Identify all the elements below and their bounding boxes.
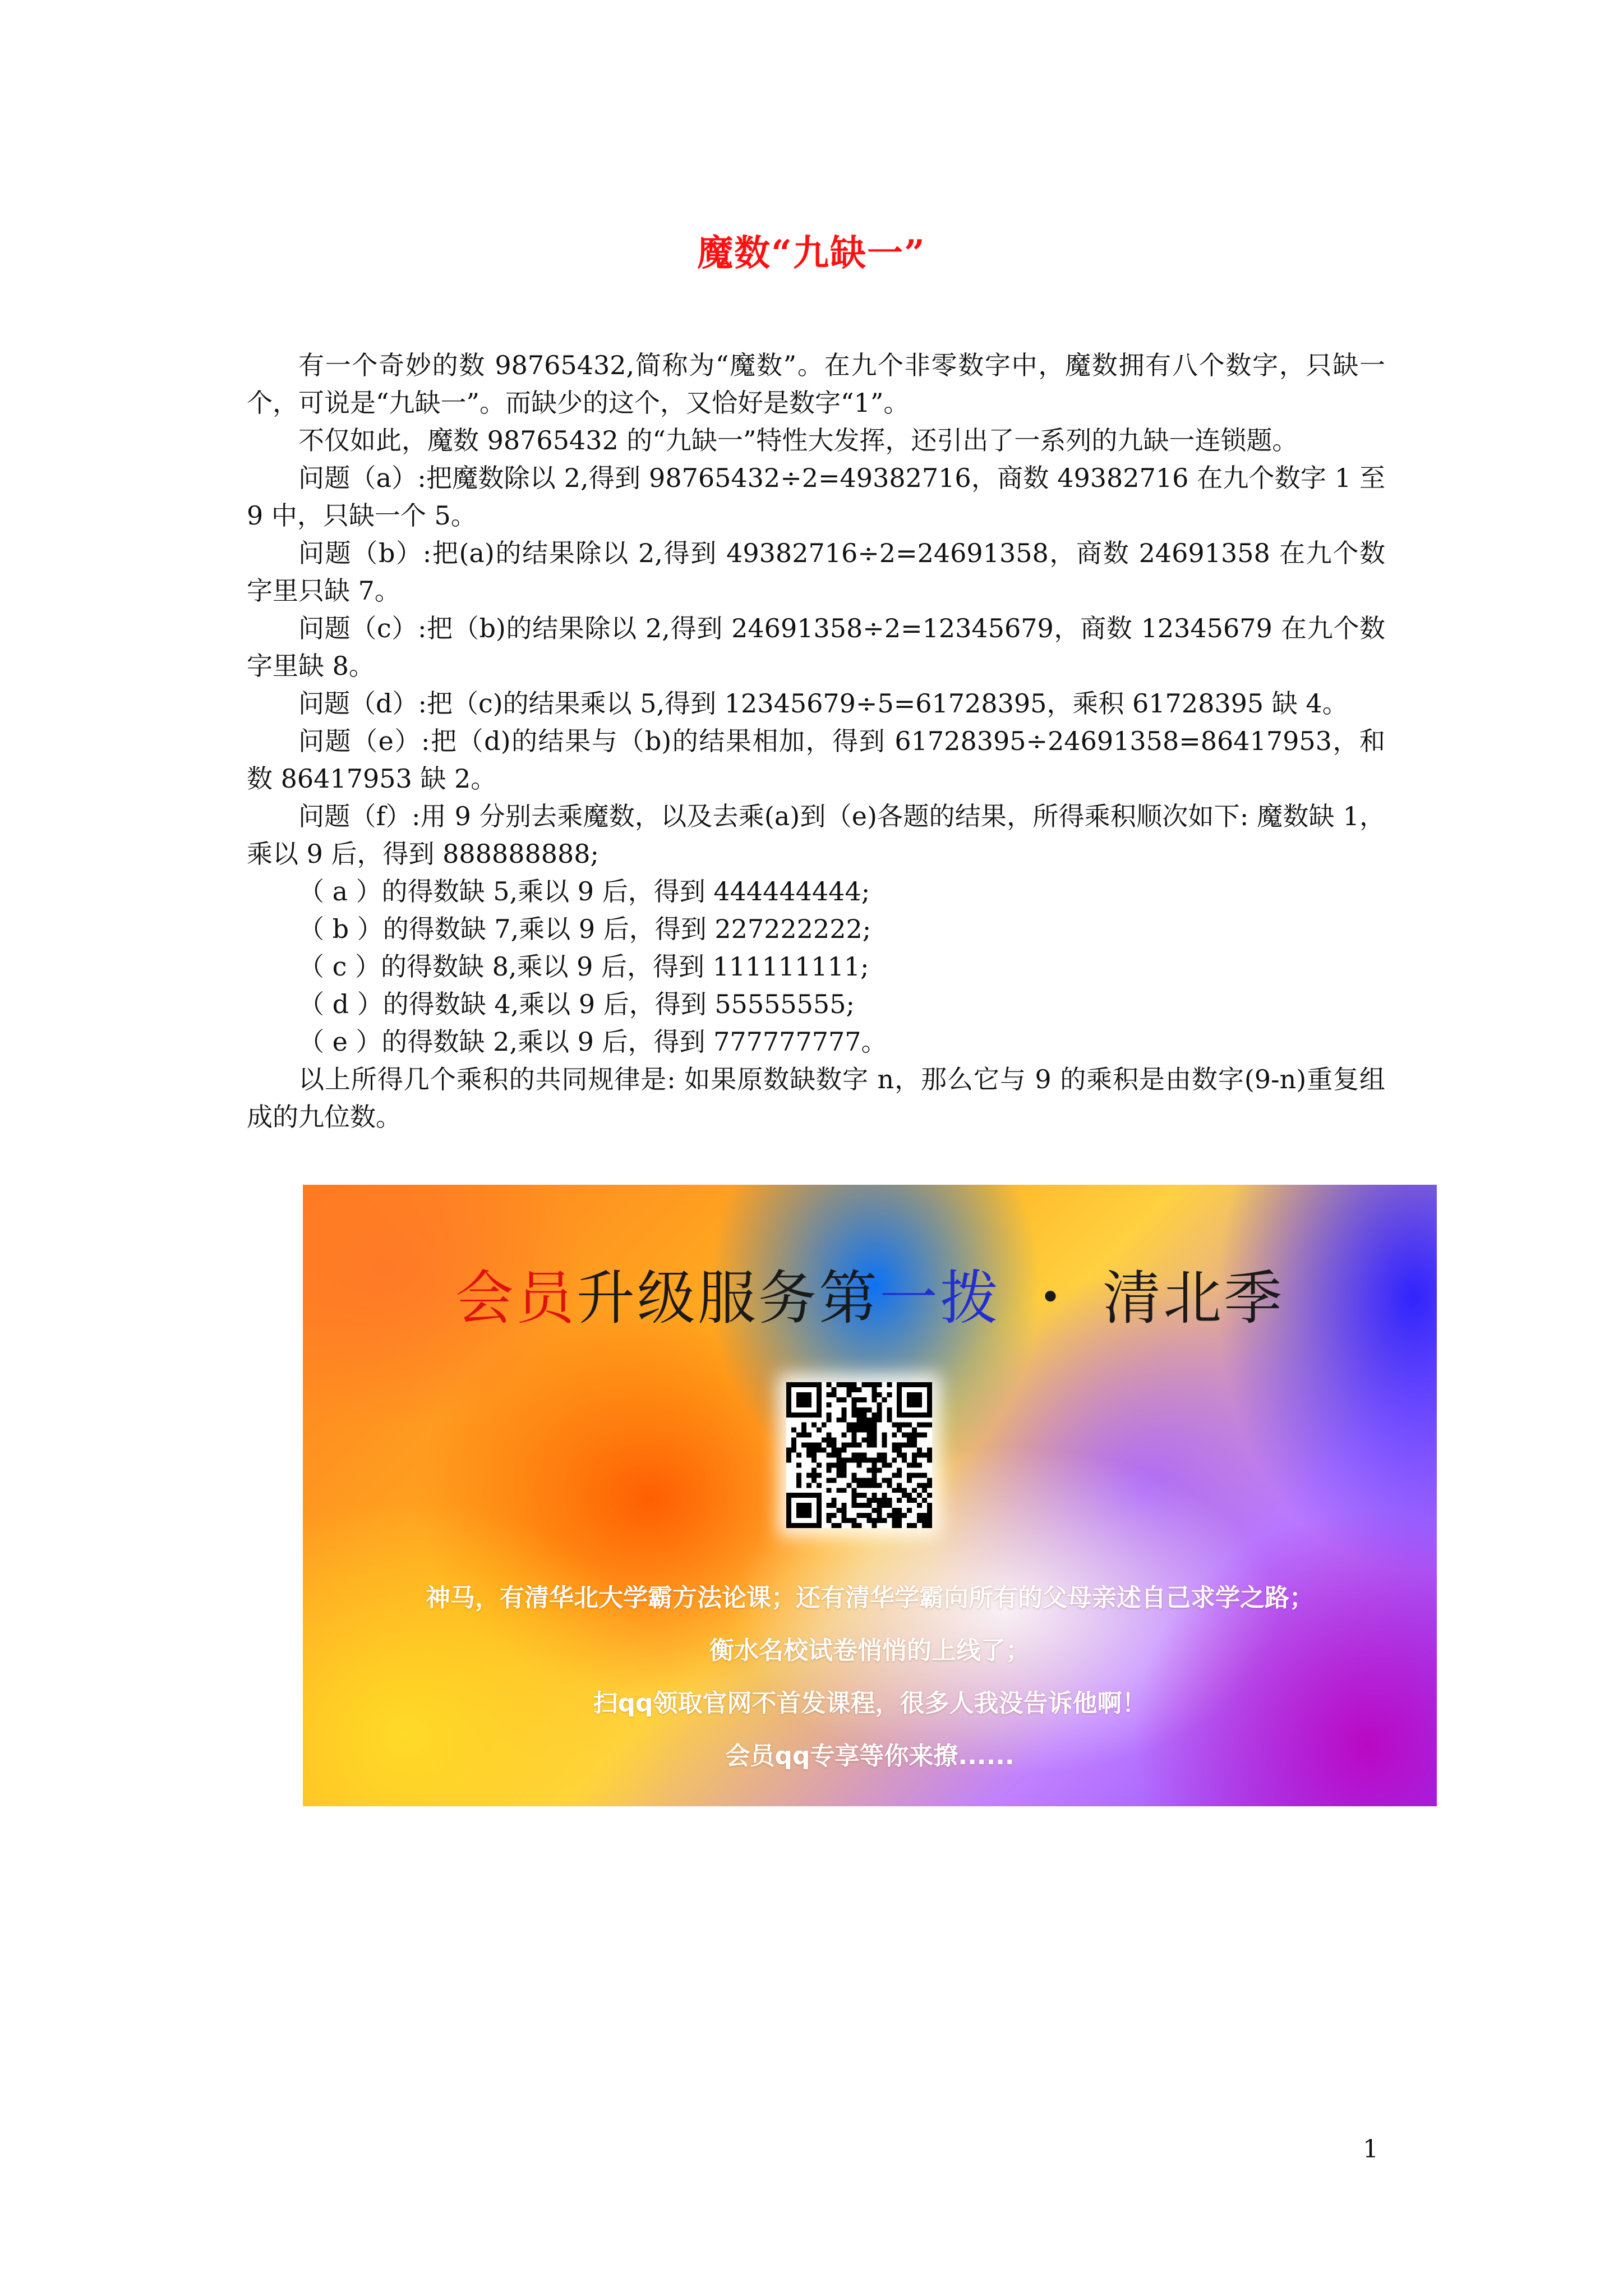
- document-title: 魔数“九缺一”: [697, 232, 926, 274]
- banner-line: 神马，有清华北大学霸方法论课；还有清华学霸向所有的父母亲述自己求学之路；: [426, 1584, 1314, 1612]
- paragraph: （ a ）的得数缺 5,乘以 9 后，得到 444444444;: [298, 876, 870, 907]
- paragraph: 有一个奇妙的数 98765432,简称为“魔数”。在九个非零数字中，魔数拥有八个数字，只缺一个，可说是“九缺一”。而缺少的这个，又恰好是数字“1”。: [247, 350, 1385, 418]
- paragraph: （ c ）的得数缺 8,乘以 9 后，得到 111111111;: [298, 951, 869, 982]
- qr-code-icon[interactable]: [786, 1382, 932, 1528]
- paragraph: 问题（a）:把魔数除以 2,得到 98765432÷2=49382716，商数 49382716 在九个数字 1 至 9 中，只缺一个 5。: [247, 463, 1385, 531]
- paragraph: 问题（b）:把(a)的结果除以 2,得到 49382716÷2=24691358，商数 24691358 在九个数字里只缺 7。: [247, 538, 1385, 606]
- banner-line: 衡水名校试卷悄悄的上线了；: [709, 1636, 1030, 1665]
- paragraph: 问题（c）:把（b)的结果除以 2,得到 24691358÷2=12345679，商数 12345679 在九个数字里缺 8。: [247, 613, 1385, 681]
- banner-title-part: 会员: [455, 1264, 577, 1332]
- paragraph: （ e ）的得数缺 2,乘以 9 后，得到 777777777。: [298, 1027, 887, 1057]
- paragraph: 不仅如此，魔数 98765432 的“九缺一”特性大发挥，还引出了一系列的九缺一连锁题。: [298, 425, 1298, 455]
- banner-title-part: 一拨: [879, 1264, 1000, 1332]
- paragraph: （ b ）的得数缺 7,乘以 9 后，得到 227222222;: [298, 914, 872, 944]
- banner-title: [303, 1251, 1437, 1335]
- banner-line: 扫qq领取官网不首发课程，很多人我没告诉他啊！: [593, 1689, 1147, 1718]
- paragraph: （ d ）的得数缺 4,乘以 9 后，得到 55555555;: [298, 989, 855, 1019]
- banner-title-part: ・ 清北季: [1000, 1264, 1285, 1332]
- banner-line: 会员qq专享等你来撩......: [725, 1742, 1015, 1770]
- paragraph: 以上所得几个乘积的共同规律是: 如果原数缺数字 n，那么它与 9 的乘积是由数字(9-n)重复组成的九位数。: [247, 1064, 1385, 1132]
- promo-banner[interactable]: [303, 1185, 1437, 1806]
- page-number: 1: [1363, 2135, 1378, 2164]
- paragraph: 问题（d）:把（c)的结果乘以 5,得到 12345679÷5=61728395，乘积 61728395 缺 4。: [298, 688, 1348, 719]
- paragraph: 问题（e）:把（d)的结果与（b)的结果相加，得到 61728395÷24691358=86417953，和数 86417953 缺 2。: [247, 726, 1385, 794]
- document-body: [247, 347, 1385, 1136]
- paragraph: 问题（f）:用 9 分别去乘魔数，以及去乘(a)到（e)各题的结果，所得乘积顺次如下: 魔数缺 1，乘以 9 后，得到 888888888;: [247, 801, 1385, 869]
- banner-title-part: 升级服务第: [576, 1264, 879, 1332]
